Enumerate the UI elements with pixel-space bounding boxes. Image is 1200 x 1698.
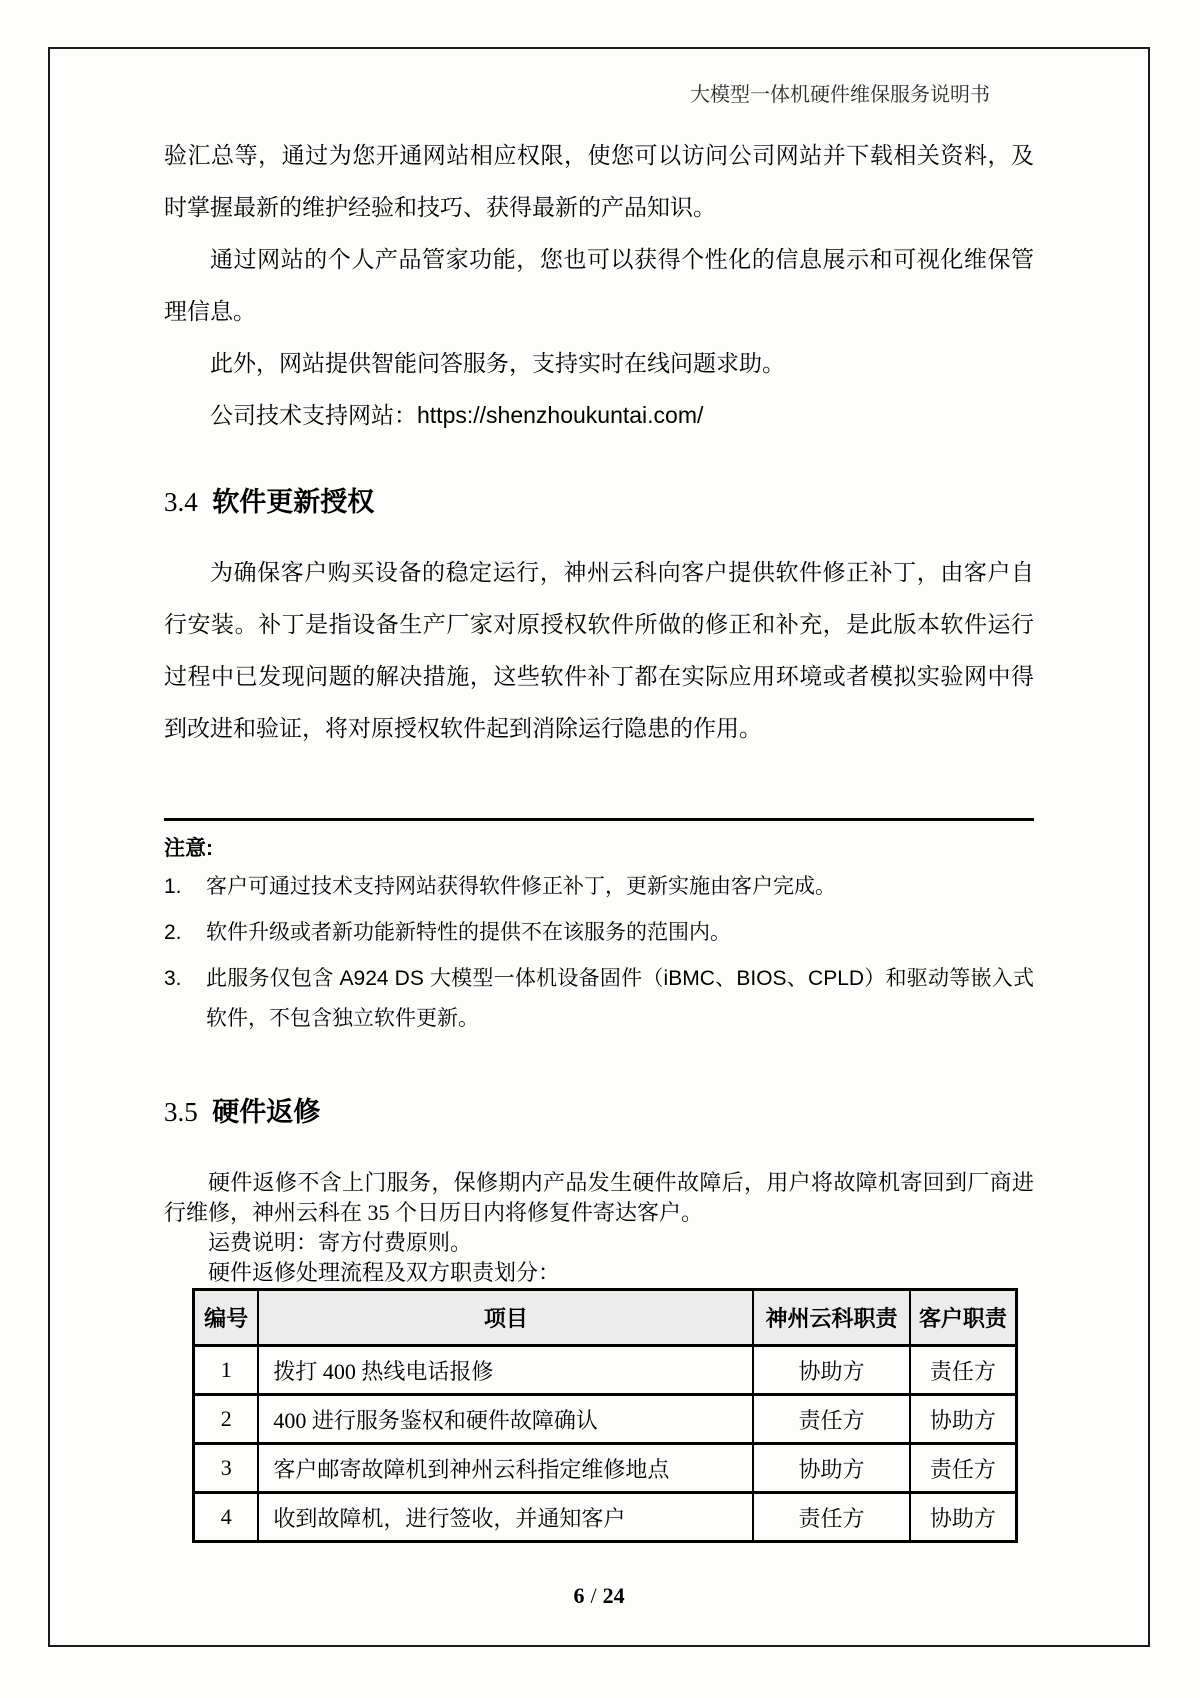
note-item — [164, 913, 1034, 953]
table-cell-item: 客户邮寄故障机到神州云科指定维修地点 — [258, 1444, 753, 1493]
table-header-cell: 客户职责 — [910, 1290, 1017, 1346]
section-title: 软件更新授权 — [212, 487, 375, 517]
table-cell-item: 拨打 400 热线电话报修 — [258, 1346, 753, 1395]
section-3-4-paragraph: 为确保客户购买设备的稳定运行，神州云科向客户提供软件修正补丁，由客户自行安装。补丁是指设备生产厂家对原授权软件所做的修正和补充，是此版本软件运行过程中已发现问题的解决措施，这些软件补丁都在实际应用环境或者模拟实验网中得到改进和验证，将对原授权软件起到消除运行隐患的作用。 — [164, 559, 1034, 741]
intro-paragraphs — [164, 129, 1034, 441]
repair-paragraph: 硬件返修不含上门服务，保修期内产品发生硬件故障后，用户将故障机寄回到厂商进行维修，神州云科在 35 个日历日内将修复件寄达客户。 — [164, 1170, 1034, 1225]
table-cell-no: 3 — [194, 1444, 259, 1493]
table-header-cell: 神州云科职责 — [753, 1290, 909, 1346]
note-text: 软件升级或者新功能新特性的提供不在该服务的范围内。 — [206, 921, 731, 944]
body-paragraph: 验汇总等，通过为您开通网站相应权限，使您可以访问公司网站并下载相关资料，及时掌握最新的维护经验和技巧、获得最新的产品知识。 — [164, 142, 1034, 220]
note-number: 3. — [164, 967, 182, 990]
support-website-line: 公司技术支持网站：https://shenzhoukuntai.com/ — [210, 402, 704, 428]
table-header-row — [194, 1290, 1017, 1346]
table-cell-vendor-role: 责任方 — [753, 1395, 909, 1444]
table-cell-vendor-role: 责任方 — [753, 1493, 909, 1542]
notice-label: 注意: — [164, 837, 213, 860]
note-number: 2. — [164, 921, 182, 944]
note-item — [164, 959, 1034, 1039]
table-row — [194, 1395, 1017, 1444]
note-item — [164, 867, 1034, 907]
table-cell-no: 1 — [194, 1346, 259, 1395]
section-number: 3.4 — [164, 487, 198, 517]
page-frame — [48, 47, 1150, 1647]
page-number-separator: / — [590, 1583, 597, 1608]
page-header-title: 大模型一体机硬件维保服务说明书 — [690, 84, 990, 106]
table-cell-vendor-role: 协助方 — [753, 1444, 909, 1493]
section-3-4-heading — [164, 481, 1034, 528]
table-cell-customer-role: 责任方 — [910, 1346, 1017, 1395]
table-row — [194, 1346, 1017, 1395]
table-row — [194, 1444, 1017, 1493]
page-footer — [164, 1583, 1034, 1609]
table-cell-vendor-role: 协助方 — [753, 1346, 909, 1395]
section-3-5-heading — [164, 1091, 1034, 1138]
notice-divider — [164, 818, 1034, 821]
page-number-total: 24 — [602, 1583, 625, 1608]
page-content — [50, 83, 1148, 1609]
page-number-current: 6 — [573, 1583, 585, 1608]
table-cell-customer-role: 协助方 — [910, 1493, 1017, 1542]
table-cell-customer-role: 责任方 — [910, 1444, 1017, 1493]
note-number: 1. — [164, 875, 182, 898]
table-intro-line: 硬件返修处理流程及双方职责划分： — [208, 1260, 561, 1285]
body-paragraph: 此外，网站提供智能问答服务，支持实时在线问题求助。 — [210, 350, 785, 376]
section-number: 3.5 — [164, 1097, 198, 1127]
table-header-cell: 项目 — [258, 1290, 753, 1346]
repair-paragraphs — [164, 1168, 1034, 1288]
shipping-note: 运费说明：寄方付费原则。 — [208, 1230, 473, 1255]
notice-list — [164, 867, 1034, 1039]
body-paragraph: 通过网站的个人产品管家功能，您也可以获得个性化的信息展示和可视化维保管理信息。 — [164, 246, 1034, 324]
table-cell-item: 收到故障机，进行签收，并通知客户 — [258, 1493, 753, 1542]
repair-responsibility-table — [192, 1288, 1018, 1543]
note-text: 客户可通过技术支持网站获得软件修正补丁，更新实施由客户完成。 — [206, 875, 836, 898]
note-text: 此服务仅包含 A924 DS 大模型一体机设备固件（iBMC、BIOS、CPLD）和驱动等嵌入式软件，不包含独立软件更新。 — [206, 967, 1034, 1030]
table-cell-customer-role: 协助方 — [910, 1395, 1017, 1444]
table-cell-no: 2 — [194, 1395, 259, 1444]
section-title: 硬件返修 — [212, 1097, 321, 1127]
table-row — [194, 1493, 1017, 1542]
table-cell-item: 400 进行服务鉴权和硬件故障确认 — [258, 1395, 753, 1444]
table-cell-no: 4 — [194, 1493, 259, 1542]
table-header-cell: 编号 — [194, 1290, 259, 1346]
